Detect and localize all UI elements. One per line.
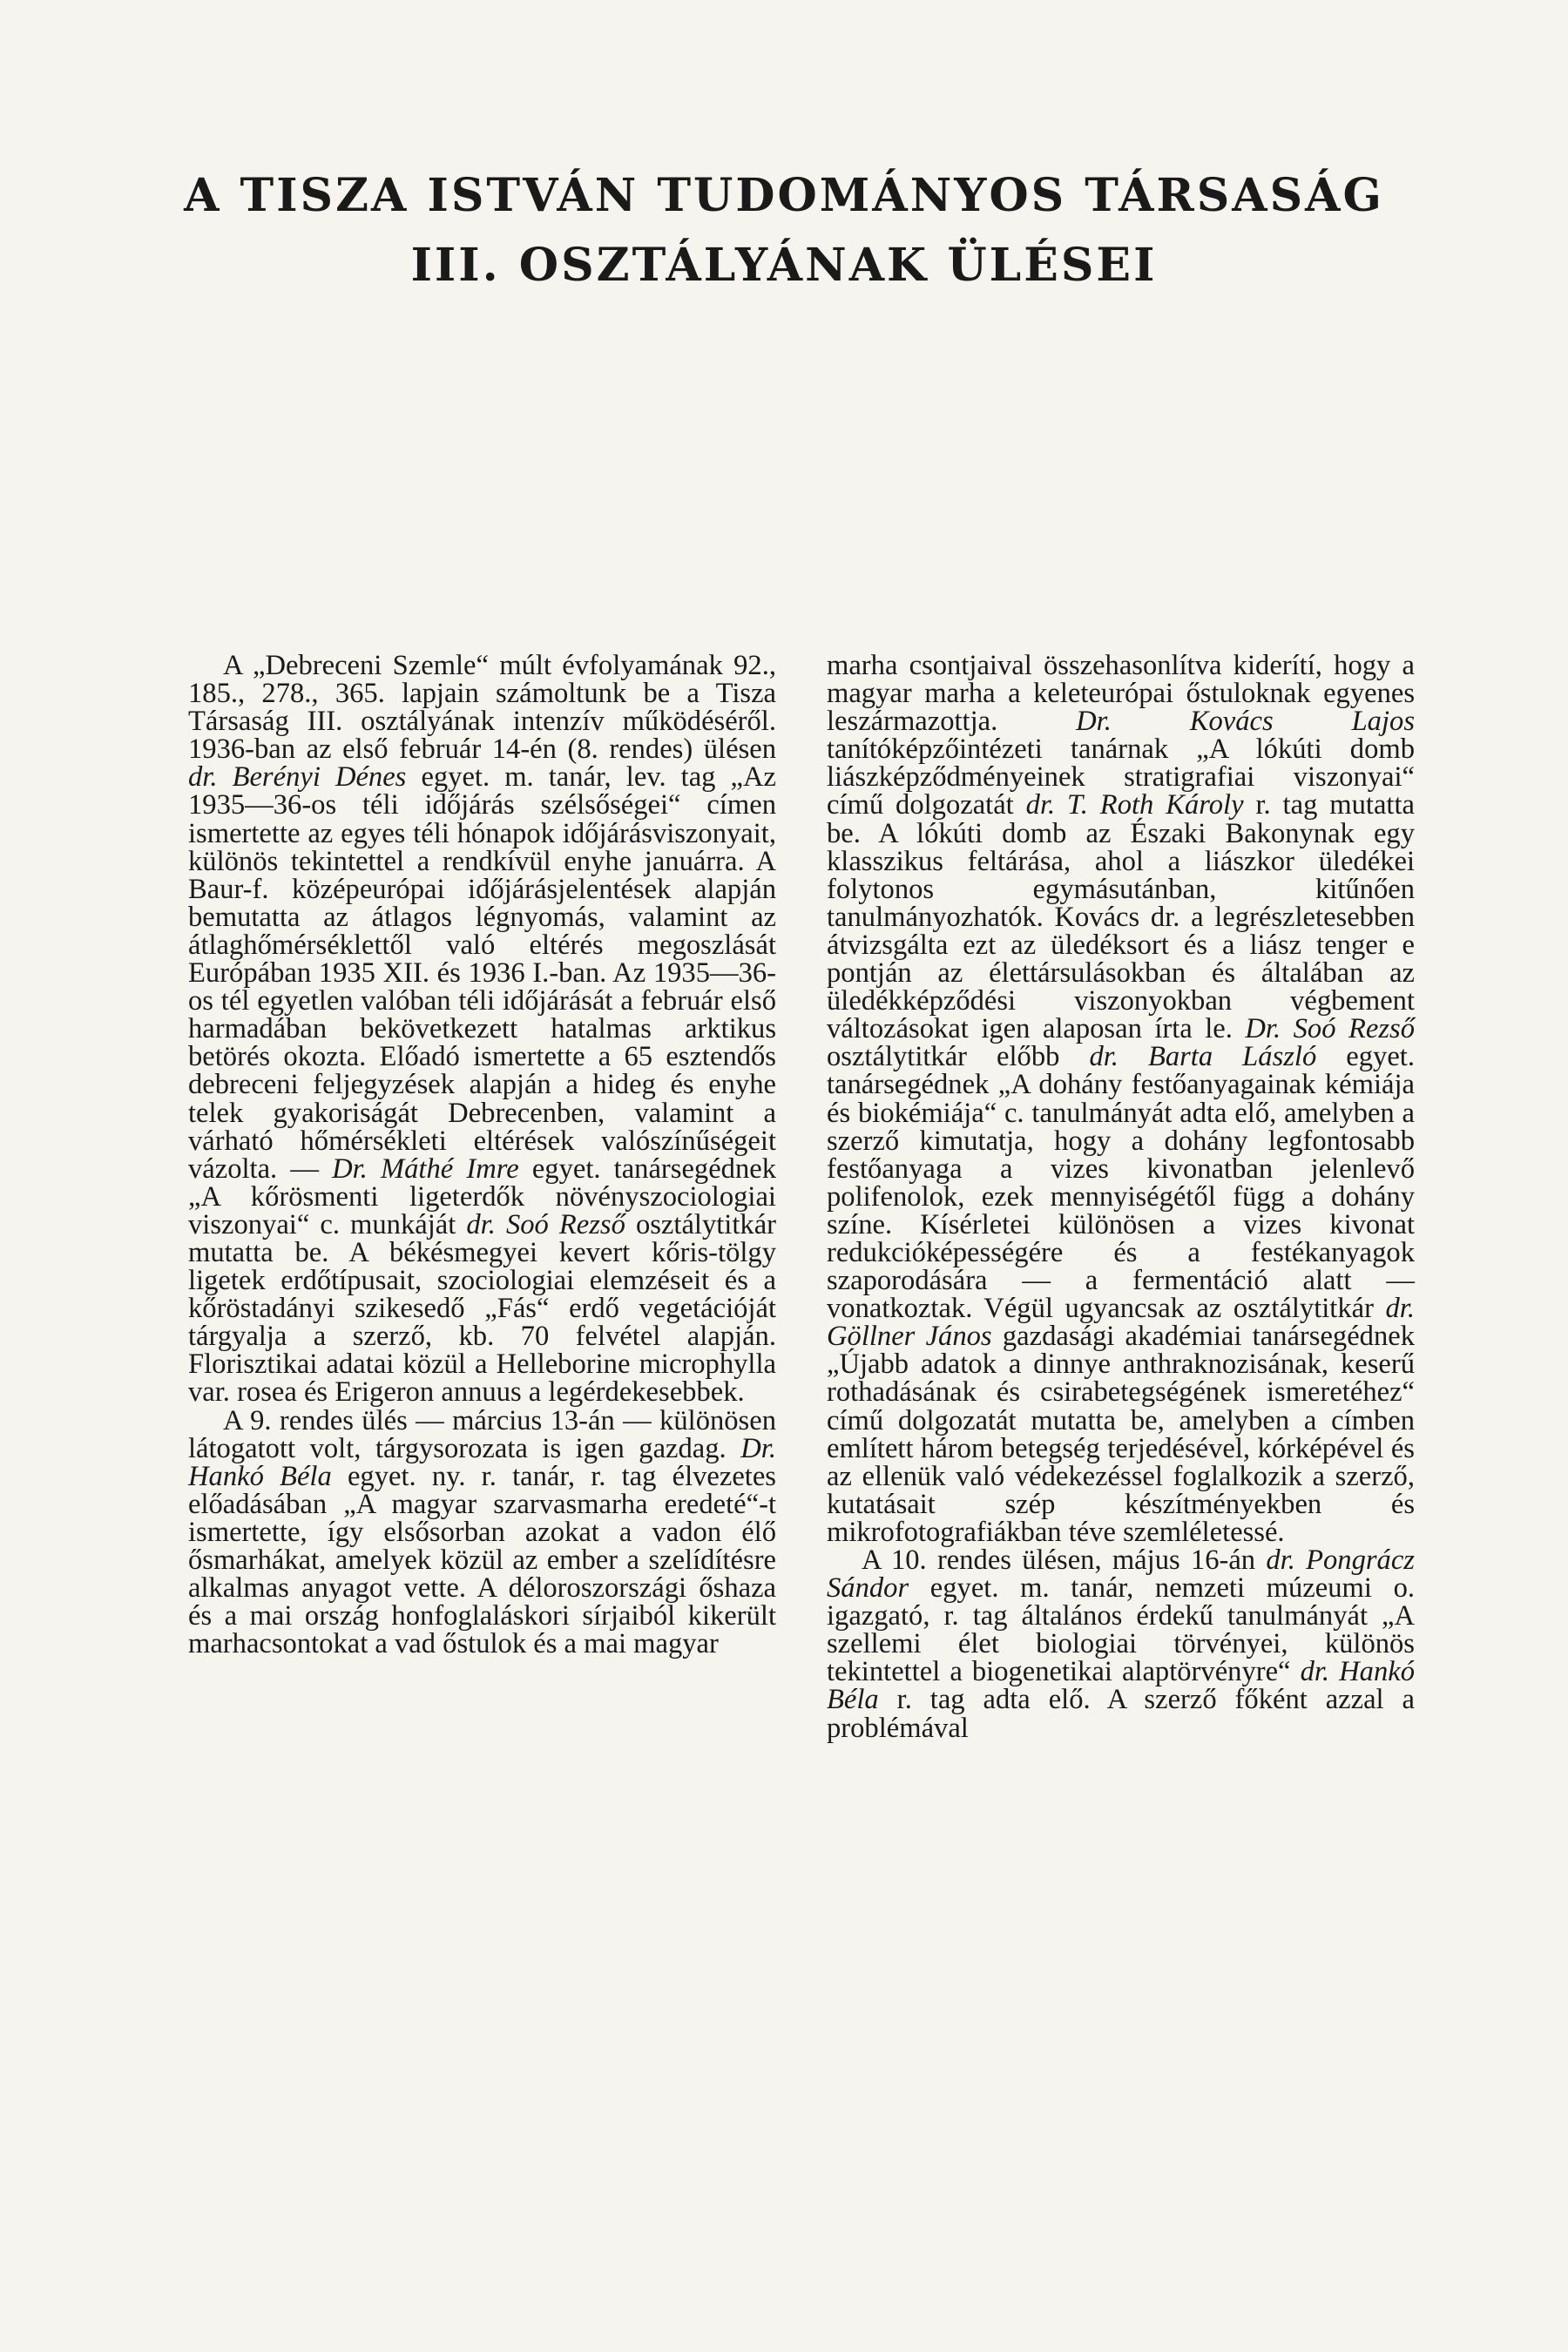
person-name: dr. Soó Rezső <box>466 1208 625 1240</box>
title-line-1: A TISZA ISTVÁN TUDOMÁNYOS TÁRSASÁG <box>184 169 1384 222</box>
page-title <box>174 161 1394 301</box>
person-name: dr. T. Roth Károly <box>1025 789 1244 821</box>
text-run: egyet. m. tanár, nemzeti múzeumi o. igazgató, r. tag általános érdekű tanulmányát „A szellemi élet biologiai törvényei, különös tekintettel a biogenetikai alaptörvényre“ <box>827 1572 1415 1688</box>
person-name: dr. Barta László <box>1089 1041 1317 1073</box>
person-name: dr. Pongrácz Sándor <box>827 1544 1415 1605</box>
title-line-2: III. OSZTÁLYÁNAK ÜLÉSEI <box>410 239 1158 292</box>
text-run: marha csontjaival összehasonlítva kiderítí, hogy a magyar marha a keleteurópai őstuloknak egyenes leszármazottja. <box>827 650 1415 738</box>
left-paragraph-1 <box>188 652 776 1407</box>
person-name: dr. Göllner János <box>827 1293 1415 1353</box>
text-run: r. tag mutatta be. A lókúti domb az Északi Bakonynak egy klasszikus feltárása, ahol a liászkor üledékei folytonos egymásutánban, kitűnően tanulmányozhatók. Kovács dr. a legrészletesebben átvizsgálta ezt az üledéksort és a liász tenger e pontján az élettársulásokban és általában az üledékképződési viszonyokban végbement változásokat igen alaposan írta le. <box>827 789 1415 1045</box>
person-name: Dr. Hankó Béla <box>188 1432 776 1492</box>
text-run: A „Debreceni Szemle“ múlt évfolyamának 92., 185., 278., 365. lapjain számoltunk be a Tisza Társaság III. osztályának intenzív működéséről. 1936-ban az első február 14-én (8. rendes) ülésen <box>188 650 776 766</box>
right-paragraph-2 <box>827 1546 1415 1742</box>
text-run: osztálytitkár mutatta be. A békésmegyei kevert kőris-tölgy ligetek erdőtípusait, szociologiai elemzéseit és a kőröstadányi szikesedő „Fás“ erdő vegetációját tárgyalja a szerző, kb. 70 felvétel alapján. Florisztikai adatai közül a Helleborine microphylla var. rosea és Erigeron annuus a legérdekesebbek. <box>188 1208 776 1409</box>
right-column <box>827 652 1415 1742</box>
text-run: egyet. m. tanár, lev. tag „Az 1935—36-os téli időjárás szélsőségei“ címen ismertette az egyes téli hónapok időjárásviszonyait, különös tekintettel a rendkívül enyhe januárra. A Baur-f. középeurópai időjárásjelentések alapján bemutatta az átlagos légnyomás, valamint az átlaghőmérséklettől való eltérés megoszlását Európában 1935 XII. és 1936 I.-ban. Az 1935—36-os tél egyetlen valóban téli időjárását a február első harmadában bekövetkezett hatalmas arktikus betörés okozta. Előadó ismertette a 65 esztendős debreceni feljegyzések alapján a hideg és enyhe telek gyakoriságát Debrecenben, valamint a várható hőmérsékleti eltérések valószínűségeit vázolta. — <box>188 761 776 1185</box>
text-run: egyet. ny. r. tanár, r. tag élvezetes előadásában „A magyar szarvasmarha eredeté“-t ismertette, így elsősorban azokat a vadon élő ősmarhákat, amelyek közül az ember a szelídítésre alkalmas anyagot vette. A déloroszországi őshaza és a mai ország honfoglaláskori sírjaiból kikerült marhacsontokat a vad őstulok és a mai magyar <box>188 1460 776 1660</box>
right-paragraph-1 <box>827 652 1415 1546</box>
text-run: egyet. tanársegédnek „A kőrösmenti ligeterdők növényszociologiai viszonyai“ c. munkáját <box>188 1152 776 1240</box>
person-name: dr. Hankó Béla <box>827 1656 1415 1716</box>
person-name: Dr. Kovács Lajos <box>1076 706 1415 738</box>
text-run: A 9. rendes ülés — március 13-án — különösen látogatott volt, tárgysorozata is igen gazdag. <box>188 1404 776 1464</box>
person-name: dr. Berényi Dénes <box>188 761 407 794</box>
text-run: osztálytitkár előbb <box>827 1041 1060 1073</box>
person-name: Dr. Máthé Imre <box>332 1152 519 1185</box>
left-paragraph-2 <box>188 1404 776 1660</box>
text-run: egyet. tanársegédnek „A dohány festőanyagainak kémiája és biokémiája“ c. tanulmányát adta elő, amelyben a szerző kimutatja, hogy a dohány legfontosabb festőanyaga a vizes kivonatban jelenlevő polifenolok, ezek mennyiségétől függ a dohány színe. Kísérletei különösen a vizes kivonat redukcióképességére és a festékanyagok szaporodására — a fermentáció alatt — vonatkoztak. Végül ugyancsak az osztálytitkár <box>827 1041 1415 1325</box>
text-run: gazdasági akadémiai tanársegédnek „Újabb adatok a dinnye anthraknozisának, keserű rothadásának és csirabetegségének ismeretéhez“ című dolgozatát mutatta be, amelyben a címben említett három betegség terjedésével, kórképével és az ellenük való védekezéssel foglalkozik a szerző, kutatásait szép készítményekben és mikrofotografiákban téve szemléletessé. <box>827 1321 1415 1548</box>
person-name: Dr. Soó Rezső <box>1245 1013 1415 1045</box>
left-column <box>188 652 776 1658</box>
text-run: tanítóképzőintézeti tanárnak „A lókúti domb liászképződményeinek stratigrafiai viszonyai“ című dolgozatát <box>827 733 1415 821</box>
text-run: A 10. rendes ülésen, május 16-án <box>862 1544 1256 1576</box>
text-run: r. tag adta elő. A szerző főként azzal a problémával <box>827 1684 1415 1744</box>
